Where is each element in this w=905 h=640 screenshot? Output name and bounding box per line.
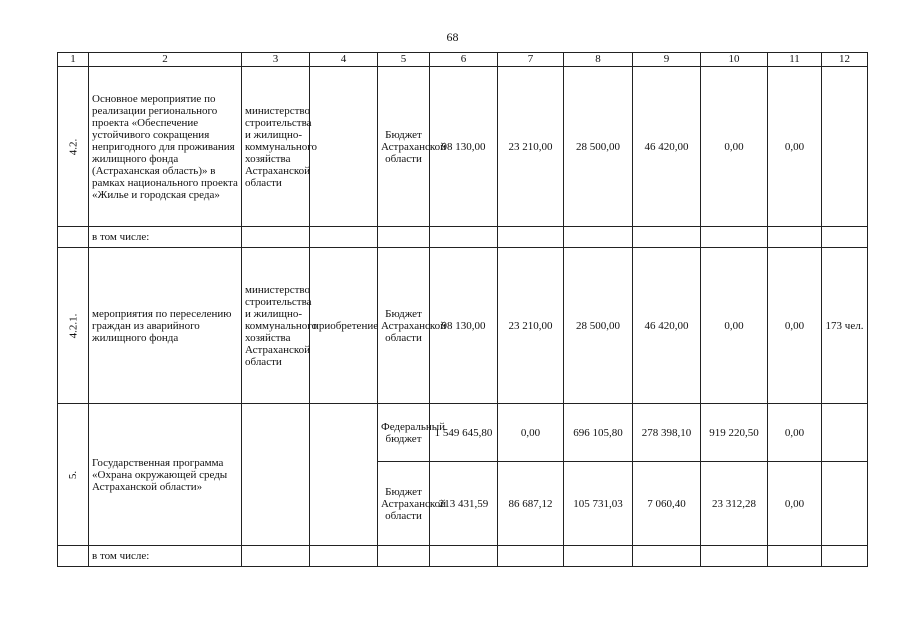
amount-year-1: 23 210,00 xyxy=(498,67,564,227)
page-number: 68 xyxy=(446,30,459,44)
table-row xyxy=(58,67,868,227)
program-table xyxy=(57,52,868,567)
amount-total: 213 431,59 xyxy=(430,462,498,546)
amount-year-2: 105 731,03 xyxy=(564,462,633,546)
amount-year-2: 28 500,00 xyxy=(564,67,633,227)
amount-year-3: 7 060,40 xyxy=(633,462,701,546)
executor: министерство строительства и жилищно-коммунального хозяйства Астраханской области xyxy=(242,248,310,404)
executor: министерство строительства и жилищно-коммунального хозяйства Астраханской области xyxy=(242,67,310,227)
col-header: 11 xyxy=(768,53,822,67)
including-label: в том числе: xyxy=(89,546,242,567)
row-number-cell xyxy=(58,248,89,404)
col-header: 12 xyxy=(822,53,868,67)
table-row xyxy=(58,546,868,567)
amount-year-5: 0,00 xyxy=(768,67,822,227)
amount-year-4: 0,00 xyxy=(701,248,768,404)
funding-source: Бюджет Астраханской области xyxy=(378,67,430,227)
col-header: 8 xyxy=(564,53,633,67)
table-row xyxy=(58,227,868,248)
measure-name: Основное мероприятие по реализации регионального проекта «Обеспечение устойчивого сокращения непригодного для проживания жилищного фонда (Астраханская область)» в рамках национального проекта «Жилье и городская среда» xyxy=(89,67,242,227)
action-type: приобретение xyxy=(310,248,378,404)
row-number: 5. xyxy=(67,470,79,479)
amount-year-3: 278 398,10 xyxy=(633,404,701,462)
amount-year-3: 46 420,00 xyxy=(633,67,701,227)
action-type xyxy=(310,67,378,227)
funding-source: Федеральный бюджет xyxy=(378,404,430,462)
empty-cell xyxy=(58,227,89,248)
measure-name: мероприятия по переселению граждан из аварийного жилищного фонда xyxy=(89,248,242,404)
col-header: 9 xyxy=(633,53,701,67)
empty-cell xyxy=(58,546,89,567)
amount-year-4: 23 312,28 xyxy=(701,462,768,546)
col-header: 4 xyxy=(310,53,378,67)
amount-total: 1 549 645,80 xyxy=(430,404,498,462)
col-header: 10 xyxy=(701,53,768,67)
col-header: 7 xyxy=(498,53,564,67)
amount-year-1: 23 210,00 xyxy=(498,248,564,404)
table-row xyxy=(58,248,868,404)
col-header: 6 xyxy=(430,53,498,67)
indicator: 173 чел. xyxy=(822,248,868,404)
col-header: 2 xyxy=(89,53,242,67)
col-header: 5 xyxy=(378,53,430,67)
amount-year-1: 0,00 xyxy=(498,404,564,462)
row-number-cell xyxy=(58,404,89,546)
funding-source: Бюджет Астраханской области xyxy=(378,462,430,546)
amount-year-5: 0,00 xyxy=(768,404,822,462)
amount-year-5: 0,00 xyxy=(768,462,822,546)
col-header: 1 xyxy=(58,53,89,67)
indicator xyxy=(822,404,868,462)
action-type xyxy=(310,404,378,546)
amount-total: 98 130,00 xyxy=(430,248,498,404)
amount-year-2: 696 105,80 xyxy=(564,404,633,462)
table-row xyxy=(58,404,868,462)
measure-name: Государственная программа «Охрана окружающей среды Астраханской области» xyxy=(89,404,242,546)
amount-year-3: 46 420,00 xyxy=(633,248,701,404)
amount-year-5: 0,00 xyxy=(768,248,822,404)
row-number: 4.2.1. xyxy=(67,313,79,338)
amount-year-2: 28 500,00 xyxy=(564,248,633,404)
row-number: 4.2. xyxy=(67,138,79,155)
amount-year-4: 0,00 xyxy=(701,67,768,227)
indicator xyxy=(822,67,868,227)
indicator xyxy=(822,462,868,546)
executor xyxy=(242,404,310,546)
amount-year-4: 919 220,50 xyxy=(701,404,768,462)
amount-year-1: 86 687,12 xyxy=(498,462,564,546)
amount-total: 98 130,00 xyxy=(430,67,498,227)
funding-source: Бюджет Астраханской области xyxy=(378,248,430,404)
row-number-cell xyxy=(58,67,89,227)
including-label: в том числе: xyxy=(89,227,242,248)
col-header: 3 xyxy=(242,53,310,67)
header-row xyxy=(58,53,868,67)
